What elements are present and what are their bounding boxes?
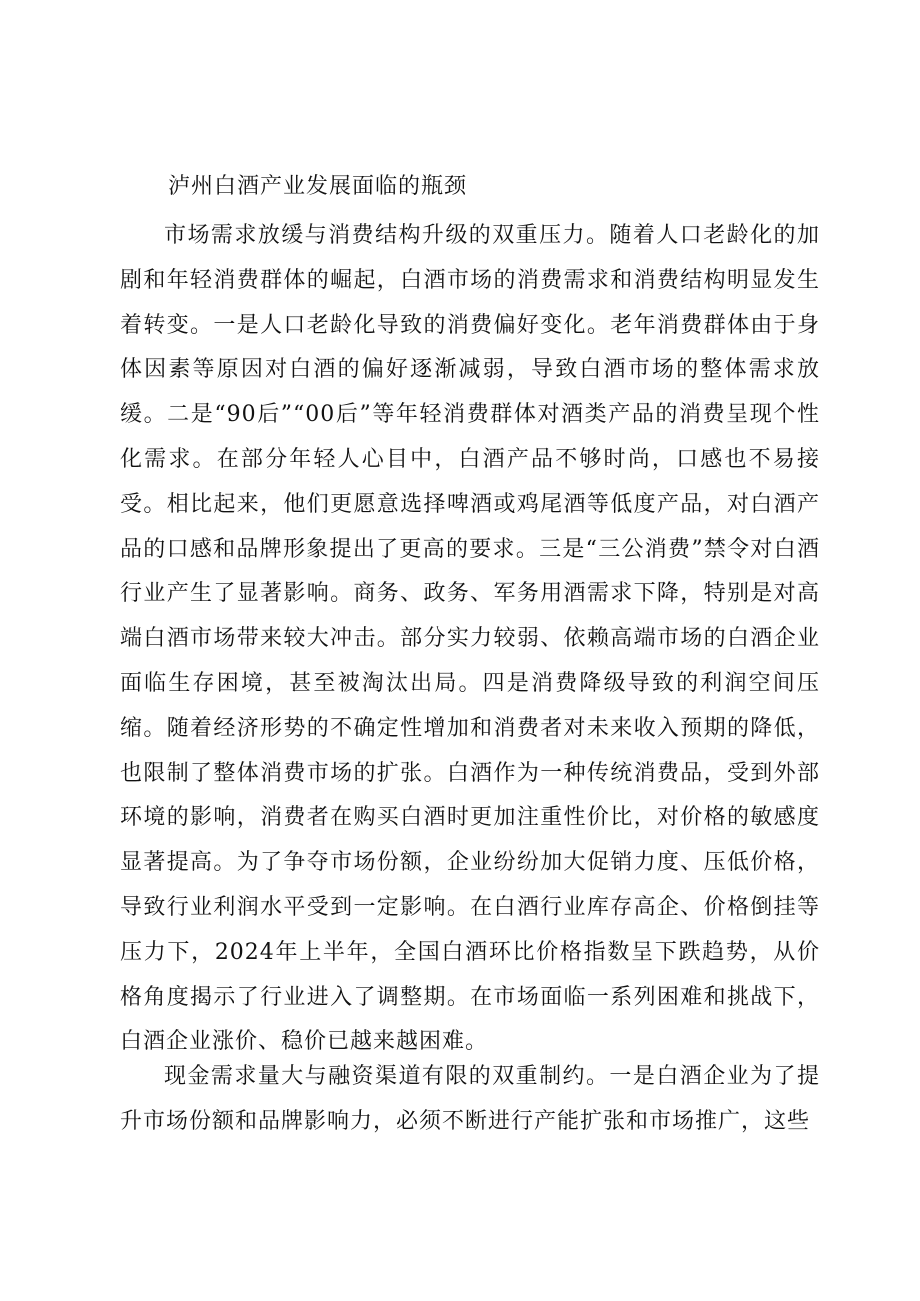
body-paragraph-1: 市场需求放缓与消费结构升级的双重压力。随着人口老龄化的加剧和年轻消费群体的崛起，白酒市场的消费需求和消费结构明显发生着转变。一是人口老龄化导致的消费偏好变化。老年消费群体由于身体因素等原因对白酒的偏好逐渐减弱，导致白酒市场的整体需求放缓。二是“90后”“00后”等年轻消费群体对酒类产品的消费呈现个性化需求。在部分年轻人心目中，白酒产品不够时尚，口感也不易接受。相比起来，他们更愿意选择啤酒或鸡尾酒等低度产品，对白酒产品的口感和品牌形象提出了更高的要求。三是“三公消费”禁令对白酒行业产生了显著影响。商务、政务、军务用酒需求下降，特别是对高端白酒市场带来较大冲击。部分实力较弱、依赖高端市场的白酒企业面临生存困境，甚至被淘汰出局。四是消费降级导致的利润空间压缩。随着经济形势的不确定性增加和消费者对未来收入预期的降低，也限制了整体消费市场的扩张。白酒作为一种传统消费品，受到外部环境的影响，消费者在购买白酒时更加注重性价比，对价格的敏感度显著提高。为了争夺市场份额，企业纷纷加大促销力度、压低价格，导致行业利润水平受到一定影响。在白酒行业库存高企、价格倒挂等压力下，2024年上半年，全国白酒环比价格指数呈下跌趋势，从价格角度揭示了行业进入了调整期。在市场面临一系列困难和挑战下，白酒企业涨价、稳价已越来越困难。: [120, 223, 820, 1055]
body-paragraph-2: 现金需求量大与融资渠道有限的双重制约。一是白酒企业为了提升市场份额和品牌影响力，必须不断进行产能扩张和市场推广，这些: [120, 1064, 820, 1134]
section-heading: 泸州白酒产业发展面临的瓶颈: [168, 174, 468, 199]
